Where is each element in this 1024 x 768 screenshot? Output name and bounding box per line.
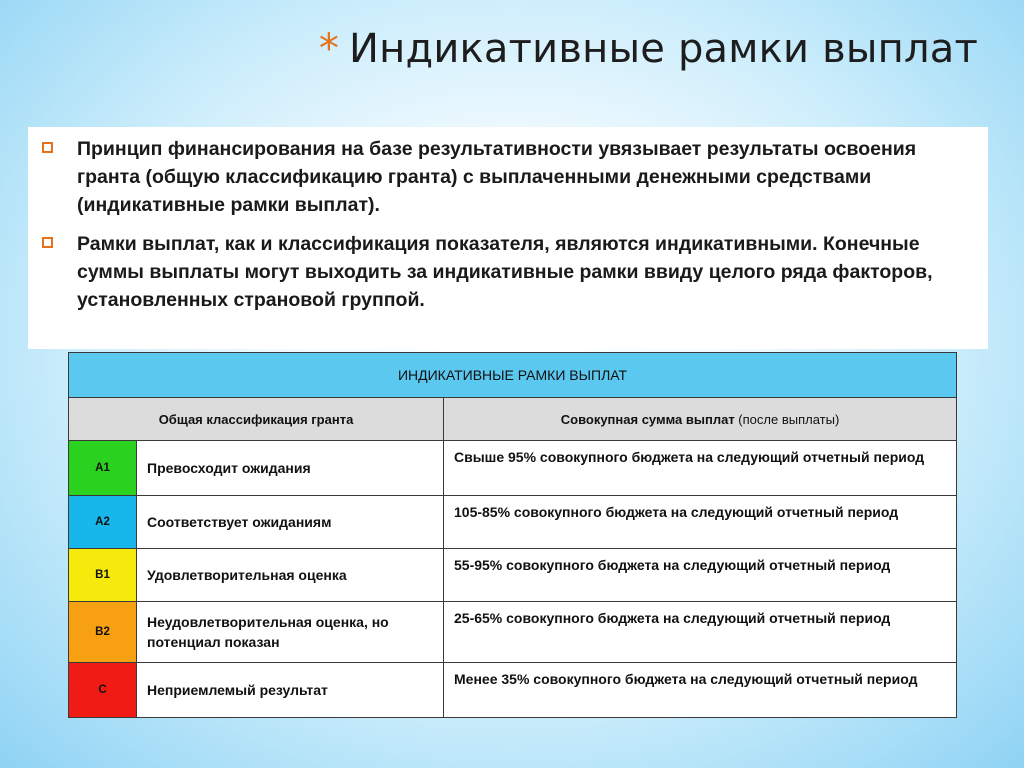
payout-description-cell: 105-85% совокупного бюджета на следующий отчетный период — [444, 496, 957, 549]
slide-title — [319, 26, 978, 72]
payout-description-cell: Менее 35% совокупного бюджета на следующий отчетный период — [444, 663, 957, 718]
table-row — [69, 441, 957, 496]
payout-description-cell: 25-65% совокупного бюджета на следующий отчетный период — [444, 602, 957, 663]
column-header-payout-bold: Совокупная сумма выплат — [560, 411, 735, 427]
slide-title-text: Индикативные рамки выплат — [349, 26, 978, 72]
rating-code-cell: B2 — [69, 602, 137, 663]
column-header-payout — [444, 398, 957, 441]
bullet-text-box — [28, 127, 988, 349]
rating-code-cell: A2 — [69, 496, 137, 549]
bullet-text: Принцип финансирования на базе результативности увязывает результаты освоения гранта (общую классификацию гранта) с выплаченными денежными средствами (индикативные рамки выплат). — [77, 138, 917, 216]
column-header-classification: Общая классификация гранта — [69, 398, 444, 441]
rating-code-cell: C — [69, 663, 137, 718]
payout-frames-table — [68, 352, 957, 718]
rating-code-cell: B1 — [69, 549, 137, 602]
title-star-mark: * — [318, 26, 340, 72]
table-row — [69, 549, 957, 602]
rating-label-cell: Превосходит ожидания — [137, 441, 444, 496]
rating-label-cell: Неудовлетворительная оценка, но потенциал показан — [137, 602, 444, 663]
table-header-row — [69, 353, 957, 398]
bullet-text: Рамки выплат, как и классификация показателя, являются индикативными. Конечные суммы выплаты могут выходить за индикативные рамки ввиду целого ряда факторов, установленных страновой группой. — [77, 233, 933, 311]
payout-description-cell: 55-95% совокупного бюджета на следующий отчетный период — [444, 549, 957, 602]
table-title: ИНДИКАТИВНЫЕ РАМКИ ВЫПЛАТ — [69, 353, 957, 398]
payout-description-cell: Свыше 95% совокупного бюджета на следующий отчетный период — [444, 441, 957, 496]
checkbox-square-icon — [42, 142, 53, 153]
column-header-payout-note: (после выплаты) — [734, 411, 840, 427]
table-row — [69, 496, 957, 549]
table-subheader-row — [69, 398, 957, 441]
rating-label-cell: Удовлетворительная оценка — [137, 549, 444, 602]
checkbox-square-icon — [42, 237, 53, 248]
bullet-item — [42, 135, 978, 219]
table-row — [69, 602, 957, 663]
table-row — [69, 663, 957, 718]
rating-label-cell: Соответствует ожиданиям — [137, 496, 444, 549]
bullet-item — [42, 230, 978, 314]
rating-label-cell: Неприемлемый результат — [137, 663, 444, 718]
rating-code-cell: A1 — [69, 441, 137, 496]
